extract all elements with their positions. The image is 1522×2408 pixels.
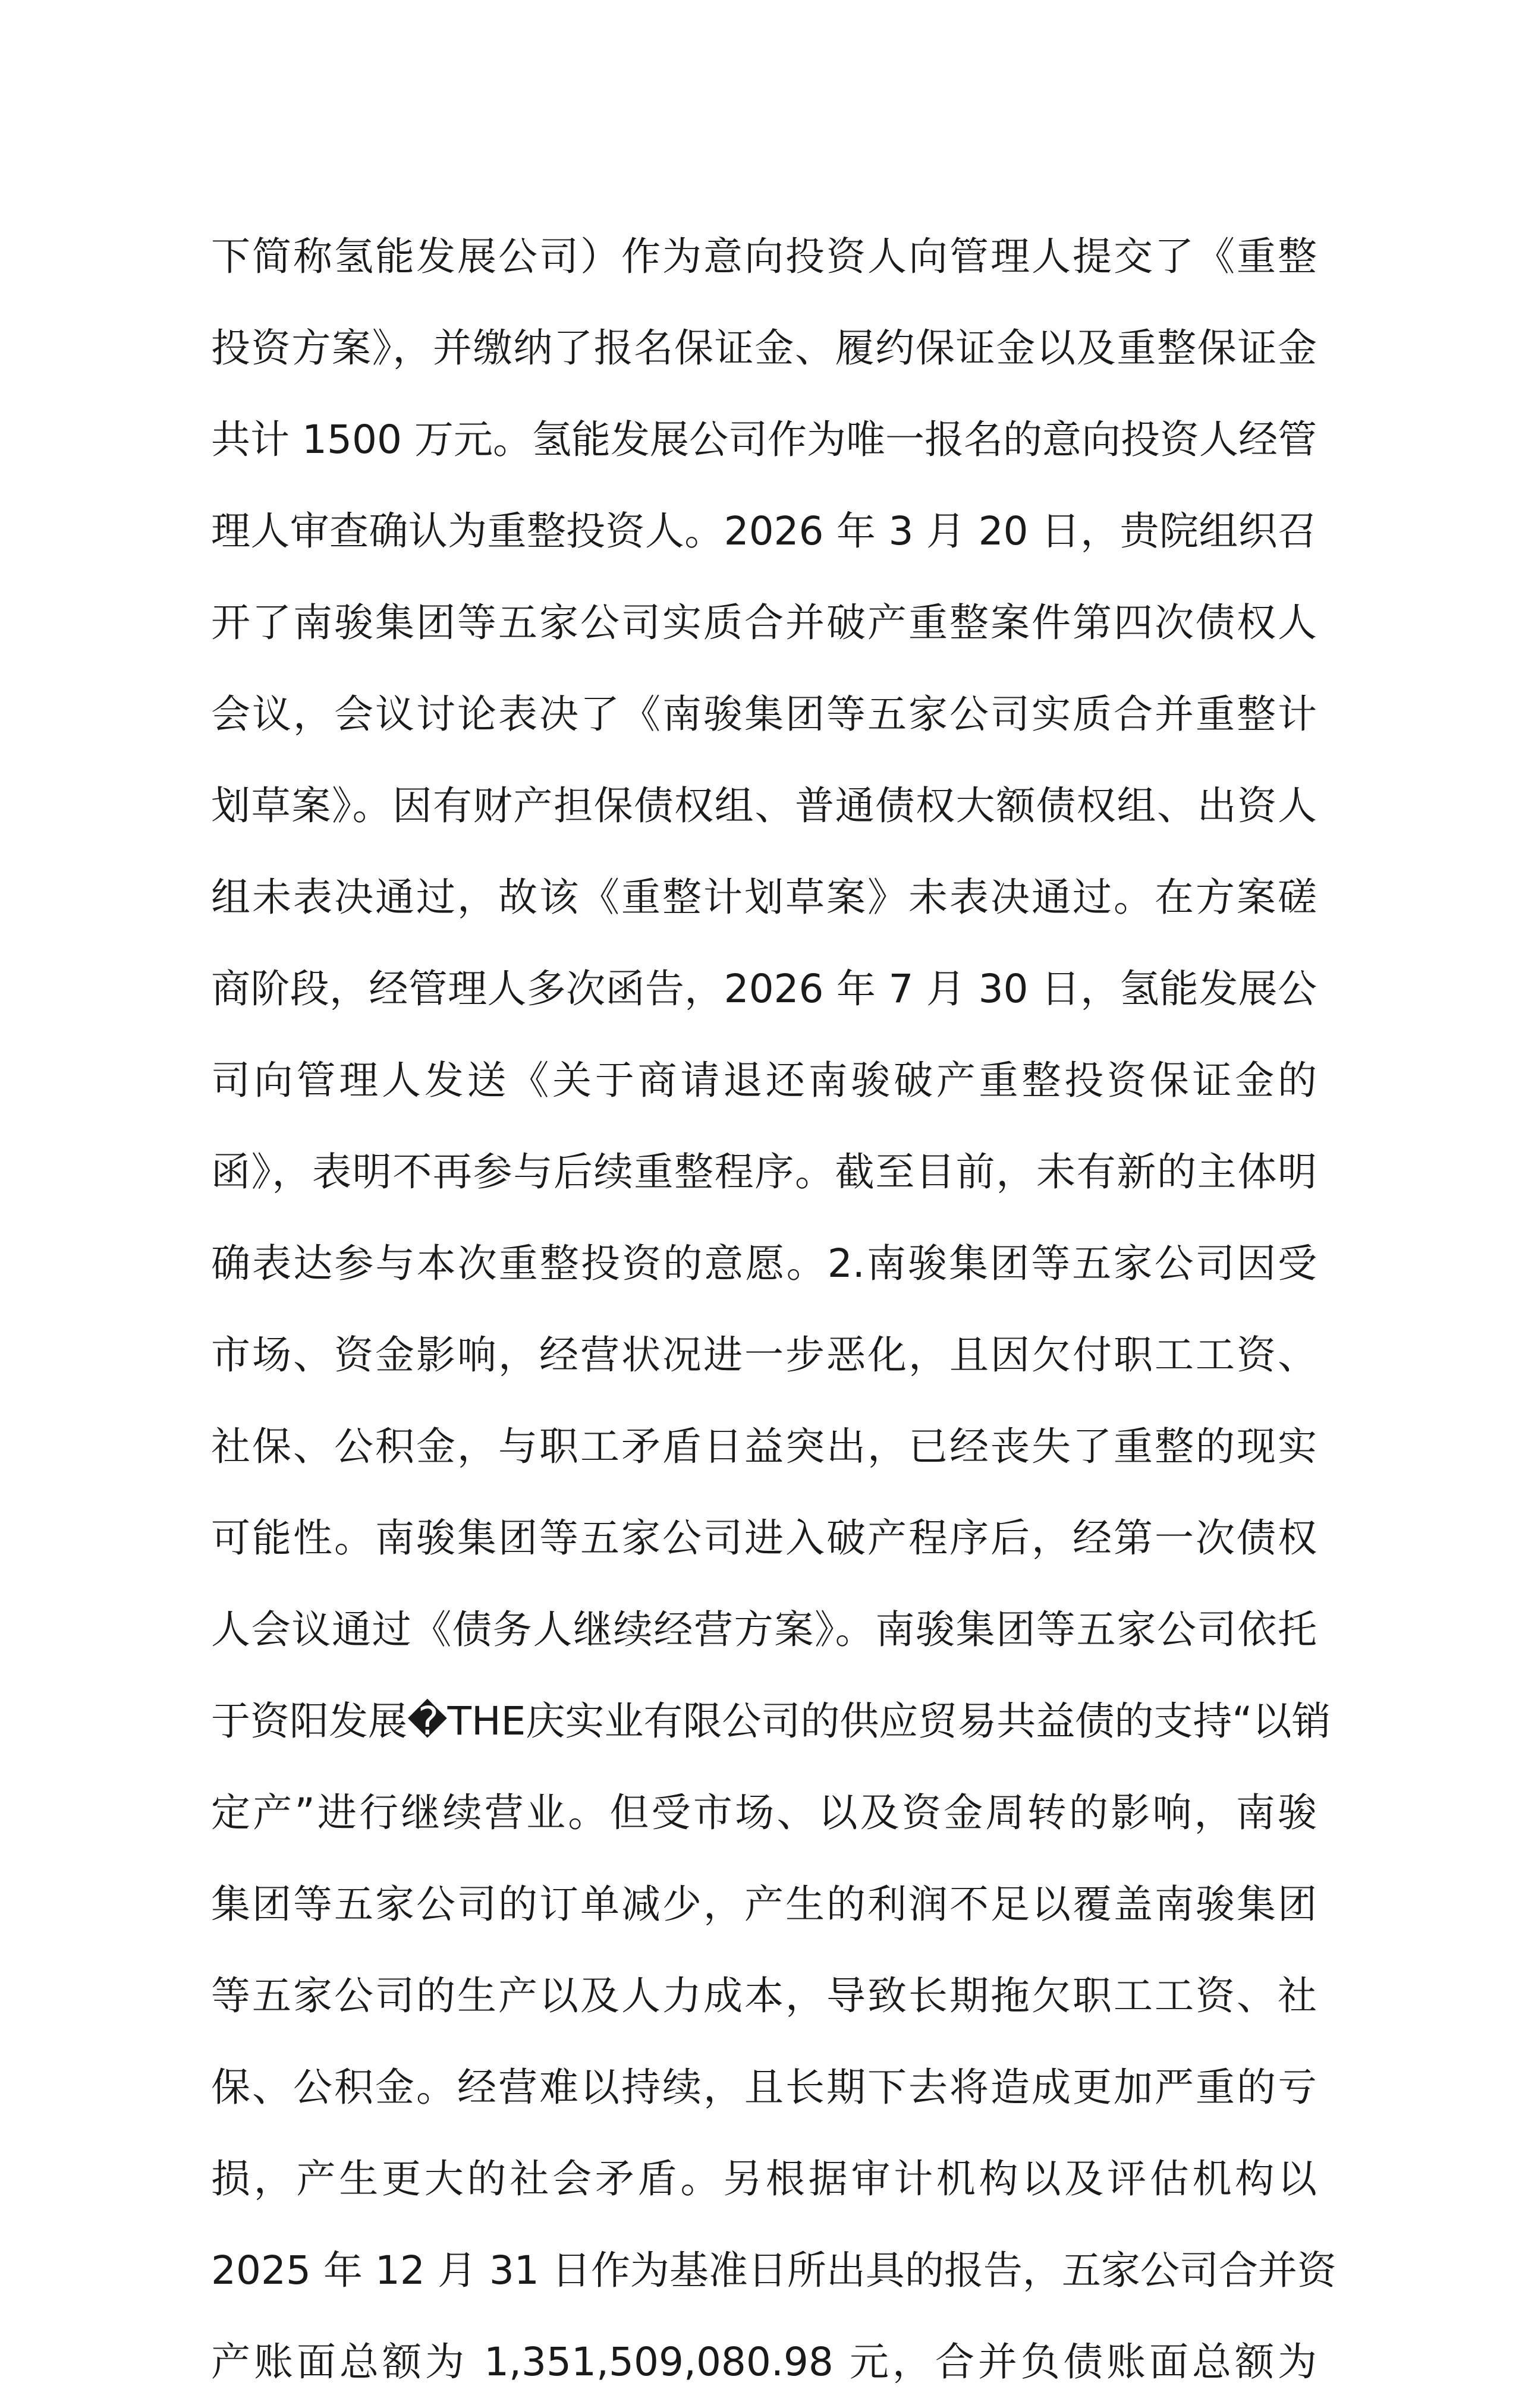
text-line: 可能性。南骏集团等五家公司进入破产程序后，经第一次债权 [211, 1515, 1317, 1561]
text-line: 人会议通过《债务人继续经营方案》。南骏集团等五家公司依托 [211, 1607, 1317, 1652]
text-line: 会议，会议讨论表决了《南骏集团等五家公司实质合并重整计 [211, 691, 1317, 737]
text-line: 组未表决通过，故该《重整计划草案》未表决通过。在方案磋 [211, 874, 1317, 920]
text-line: 确表达参与本次重整投资的意愿。2.南骏集团等五家公司因受 [211, 1241, 1317, 1286]
text-line: 定产”进行继续营业。但受市场、以及资金周转的影响，南骏 [211, 1790, 1317, 1836]
text-line: 投资方案》，并缴纳了报名保证金、履约保证金以及重整保证金 [211, 325, 1317, 371]
text-line: 等五家公司的生产以及人力成本，导致长期拖欠职工工资、社 [211, 1973, 1317, 2019]
text-line: 函》，表明不再参与后续重整程序。截至目前，未有新的主体明 [211, 1149, 1317, 1195]
text-line: 损，产生更大的社会矛盾。另根据审计机构以及评估机构以 [211, 2156, 1317, 2202]
text-line: 保、公积金。经营难以持续，且长期下去将造成更加严重的亏 [211, 2064, 1317, 2110]
text-line: 商阶段，经管理人多次函告，2026 年 7 月 30 日，氢能发展公 [211, 966, 1317, 1012]
text-line: 2025 年 12 月 31 日作为基准日所出具的报告，五家公司合并资 [211, 2248, 1337, 2293]
text-line: 划草案》。因有财产担保债权组、普通债权大额债权组、出资人 [211, 783, 1317, 829]
text-line: 司向管理人发送《关于商请退还南骏破产重整投资保证金的 [211, 1057, 1317, 1103]
text-line: 下简称氢能发展公司）作为意向投资人向管理人提交了《重整 [211, 234, 1317, 279]
text-line: 理人审查确认为重整投资人。2026 年 3 月 20 日，贵院组织召 [211, 508, 1317, 554]
text-line: 市场、资金影响，经营状况进一步恶化，且因欠付职工工资、 [211, 1332, 1317, 1378]
text-line: 产账面总额为 1,351,509,080.98 元，合并负债账面总额为 [211, 2339, 1317, 2385]
text-line: 开了南骏集团等五家公司实质合并破产重整案件第四次债权人 [211, 600, 1317, 646]
text-line: 集团等五家公司的订单减少，产生的利润不足以覆盖南骏集团 [211, 1881, 1317, 1927]
text-line: 社保、公积金，与职工矛盾日益突出，已经丧失了重整的现实 [211, 1424, 1317, 1469]
text-line: 于资阳发展�THE庆实业有限公司的供应贸易共益债的支持“以销 [211, 1698, 1331, 1744]
text-line: 共计 1500 万元。氢能发展公司作为唯一报名的意向投资人经管 [211, 417, 1317, 462]
body-text [211, 211, 1337, 2408]
